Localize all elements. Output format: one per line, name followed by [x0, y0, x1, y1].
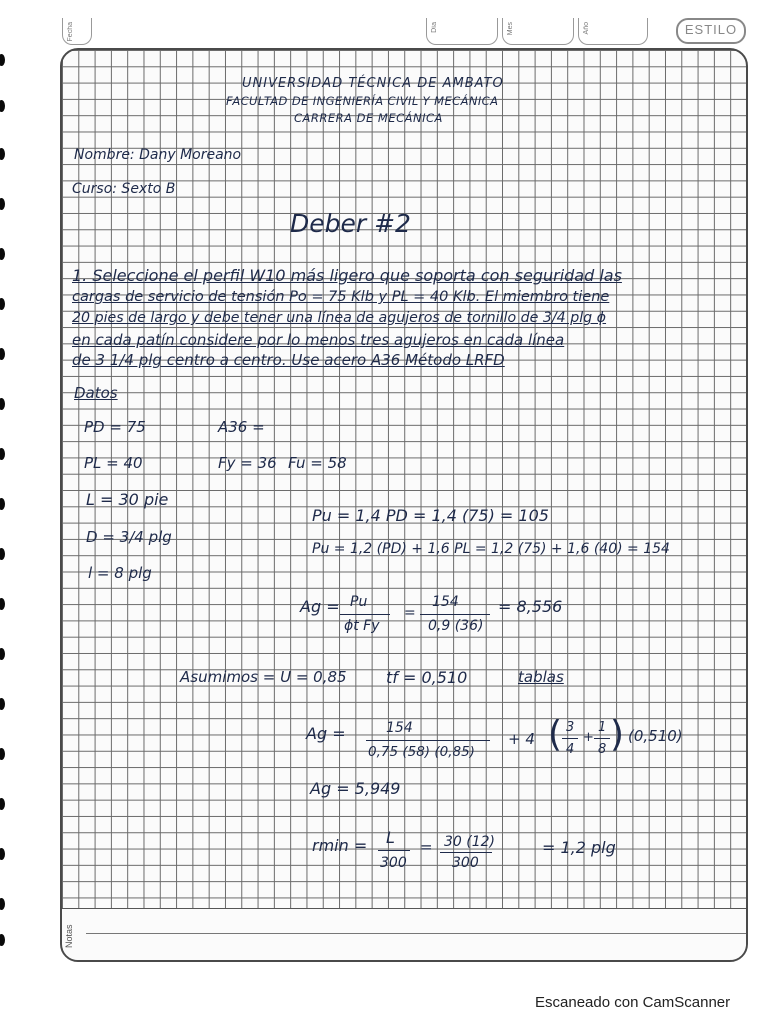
date-tab-mes — [502, 18, 574, 45]
problem-line: 1. Seleccione el perfil W10 más ligero que soporta con seguridad las — [72, 266, 622, 285]
notes-line — [86, 933, 746, 934]
calc-ag-equals: = — [404, 605, 416, 621]
calc-ag-label: Ag = — [300, 597, 340, 616]
date-tab-dia — [426, 18, 498, 45]
tab-label: Día — [431, 22, 438, 33]
calc-ag-result: = 8,556 — [498, 597, 563, 616]
calc-ag-denominator: ϕt Fy — [344, 618, 380, 634]
calc-rmin-result: = 1,2 plg — [542, 838, 616, 857]
calc-ag-denominator-2: 0,9 (36) — [428, 618, 484, 634]
calc-pu-1: Pu = 1,4 PD = 1,4 (75) = 105 — [312, 506, 549, 525]
calc-ag2-numerator: 154 — [386, 720, 413, 736]
fraction-bar — [594, 738, 610, 739]
calc-pu-2: Pu = 1,2 (PD) + 1,6 PL = 1,2 (75) + 1,6 (40) = 154 — [312, 541, 670, 557]
dato-pl: PL = 40 — [84, 454, 143, 472]
problem-line: de 3 1/4 plg centro a centro. Use acero A36 Método LRFD — [72, 351, 505, 369]
frac-b-numerator: 1 — [598, 720, 607, 735]
fraction-bar — [562, 738, 578, 739]
calc-ag-numerator-2: 154 — [432, 594, 459, 610]
dato-d: D = 3/4 plg — [86, 528, 172, 546]
tab-label: Mes — [507, 22, 514, 36]
calc-rmin-numerator-2: 30 (12) — [444, 834, 496, 850]
fraction-bar — [366, 740, 490, 741]
scanner-watermark: Escaneado con CamScanner — [535, 994, 731, 1011]
frac-b-denominator: 8 — [598, 742, 607, 757]
problem-line: 20 pies de largo y debe tener una línea de agujeros de tornillo de 3/4 plg ϕ — [72, 310, 607, 326]
calc-tablas: tablas — [518, 668, 564, 686]
calc-rmin-denominator: 300 — [380, 855, 407, 871]
estilo-logo: ESTILO — [676, 18, 746, 44]
calc-rmin-numerator: L — [386, 828, 395, 847]
calc-asumimos: Asumimos = U = 0,85 — [180, 668, 347, 686]
career-title: CARRERA DE MECÁNICA — [294, 111, 443, 125]
assignment-title: Deber #2 — [290, 209, 411, 238]
tab-label: Fecha — [67, 22, 74, 42]
fraction-bar — [340, 614, 390, 615]
notes-band — [62, 908, 746, 961]
dato-pd: PD = 75 — [84, 418, 146, 436]
calc-ag2-plus: + 4 — [508, 730, 535, 748]
calc-tf: tf = 0,510 — [386, 668, 468, 687]
date-tab-ano — [578, 18, 648, 45]
student-course: Curso: Sexto B — [72, 181, 176, 197]
calc-rmin-denominator-2: 300 — [452, 855, 479, 871]
university-title: UNIVERSIDAD TÉCNICA DE AMBATO — [242, 76, 504, 91]
calc-ag3: Ag = 5,949 — [310, 779, 401, 798]
student-name: Nombre: Dany Moreano — [74, 147, 242, 163]
calc-ag-numerator: Pu — [350, 594, 368, 610]
date-tab-fecha — [62, 18, 92, 45]
steel-a36: A36 = — [218, 418, 265, 436]
fraction-bar — [378, 850, 410, 851]
fraction-bar — [420, 614, 490, 615]
datos-label: Datos — [74, 384, 118, 402]
notes-label: Notas — [64, 924, 74, 948]
calc-ag2-denominator: 0,75 (58) (0,85) — [368, 744, 475, 760]
steel-fy: Fy = 36 — [218, 454, 277, 472]
steel-fu: Fu = 58 — [288, 454, 347, 472]
fraction-bar — [440, 852, 492, 853]
problem-line: en cada patín considere por lo menos tres agujeros en cada línea — [72, 331, 565, 349]
tab-label: Año — [583, 22, 590, 35]
faculty-title: FACULTAD DE INGENIERÍA CIVIL Y MECÁNICA — [226, 94, 499, 108]
frac-a-denominator: 4 — [566, 742, 575, 757]
calc-ag2-label: Ag = — [306, 724, 346, 743]
calc-rmin-equals: = — [420, 838, 433, 856]
frac-plus: + — [583, 730, 594, 745]
dato-l2: l = 8 plg — [88, 564, 152, 582]
paren-open: ( — [548, 714, 563, 755]
paren-close: ) — [610, 714, 625, 755]
calc-rmin-label: rmin = — [312, 836, 368, 855]
problem-line: cargas de servicio de tensión Po = 75 Klb y PL = 40 Klb. El miembro tiene — [72, 289, 610, 305]
frac-a-numerator: 3 — [566, 720, 575, 735]
calc-ag2-tail: (0,510) — [628, 727, 683, 745]
dato-l: L = 30 pie — [86, 490, 169, 509]
